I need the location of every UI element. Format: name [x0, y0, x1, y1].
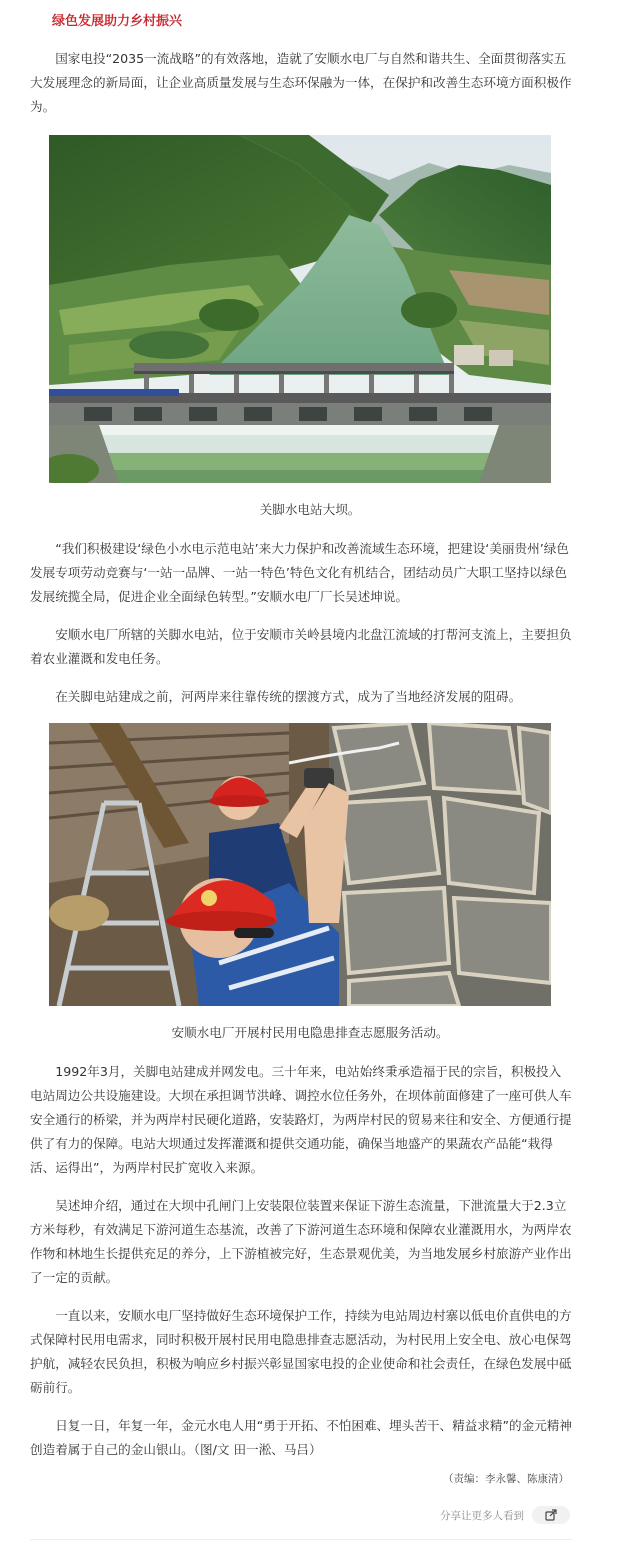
paragraph-4: 在关脚电站建成之前，河两岸来往靠传统的摆渡方式，成为了当地经济发展的阻碍。	[55, 689, 522, 704]
share-row	[440, 1505, 570, 1525]
paragraph-8: 日复一日，年复一年，金元水电人用“勇于开拓、不怕困难、埋头苦干、精益求精”的金元精神创造着属于自己的金山银山。（图/文 田一淞、马吕）	[30, 1418, 572, 1457]
share-text: 分享让更多人看到	[440, 1509, 524, 1522]
share-button[interactable]	[532, 1506, 570, 1524]
editor-credit: （责编：李永馨、陈康清）	[443, 1473, 569, 1485]
paragraph-5: 1992年3月，关脚电站建成并网发电。三十年来，电站始终秉承造福于民的宗旨，积极投入电站周边公共设施建设。大坝在承担调节洪峰、调控水位任务外，在坝体前面修建了一座可供人车安全通行的桥梁，并为两岸村民硬化道路，安装路灯，为两岸村民的贸易来往和安全、方便通行提供了有力的保障。电站大坝通过发挥灌溉和提供交通功能，确保当地盛产的果蔬农产品能“栽得活、运得出”，为两岸村民扩宽收入来源。	[30, 1064, 572, 1175]
paragraph-7: 一直以来，安顺水电厂坚持做好生态环境保护工作，持续为电站周边村寨以低电价直供电的方式保障村民用电需求，同时积极开展村民用电隐患排查志愿活动，为村民用上安全电、放心电保驾护航，减轻农民负担，积极为响应乡村振兴彰显国家电投的企业使命和社会责任，在绿色发展中砥砺前行。	[30, 1308, 572, 1395]
dam-photo	[49, 135, 551, 483]
workers-photo	[49, 723, 551, 1006]
paragraph-3: 安顺水电厂所辖的关脚水电站，位于安顺市关岭县境内北盘江流域的打帮河支流上，主要担负着农业灌溉和发电任务。	[30, 627, 572, 666]
paragraph-1: 国家电投“2035一流战略”的有效落地，造就了安顺水电厂与自然和谐共生、全面贯彻落实五大发展理念的新局面，让企业高质量发展与生态环保融为一体，在保护和改善生态环境方面积极作为。	[30, 51, 572, 114]
paragraph-6: 吴述坤介绍，通过在大坝中孔闸门上安装限位装置来保证下游生态流量，下泄流量大于2.3立方米每秒，有效满足下游河道生态基流，改善了下游河道生态环境和保障农业灌溉用水，为两岸农作物和林地生长提供充足的养分，上下游植被完好，生态景观优美，为当地发展乡村旅游产业作出了一定的贡献。	[30, 1198, 572, 1285]
paragraph-2: “我们积极建设‘绿色小水电示范电站’来大力保护和改善流域生态环境，把建设‘美丽贵州’绿色发展专项劳动竞赛与‘一站一品牌、一站一特色’特色文化有机结合，团结动员广大职工坚持以绿色发展统揽全局，促进企业全面绿色转型。”安顺水电厂厂长吴述坤说。	[30, 541, 569, 604]
section-title: 绿色发展助力乡村振兴	[52, 14, 183, 29]
caption-dam: 关脚水电站大坝。	[259, 502, 361, 517]
caption-workers: 安顺水电厂开展村民用电隐患排查志愿服务活动。	[171, 1025, 449, 1040]
bottom-divider	[30, 1539, 572, 1540]
share-icon	[545, 1509, 557, 1521]
